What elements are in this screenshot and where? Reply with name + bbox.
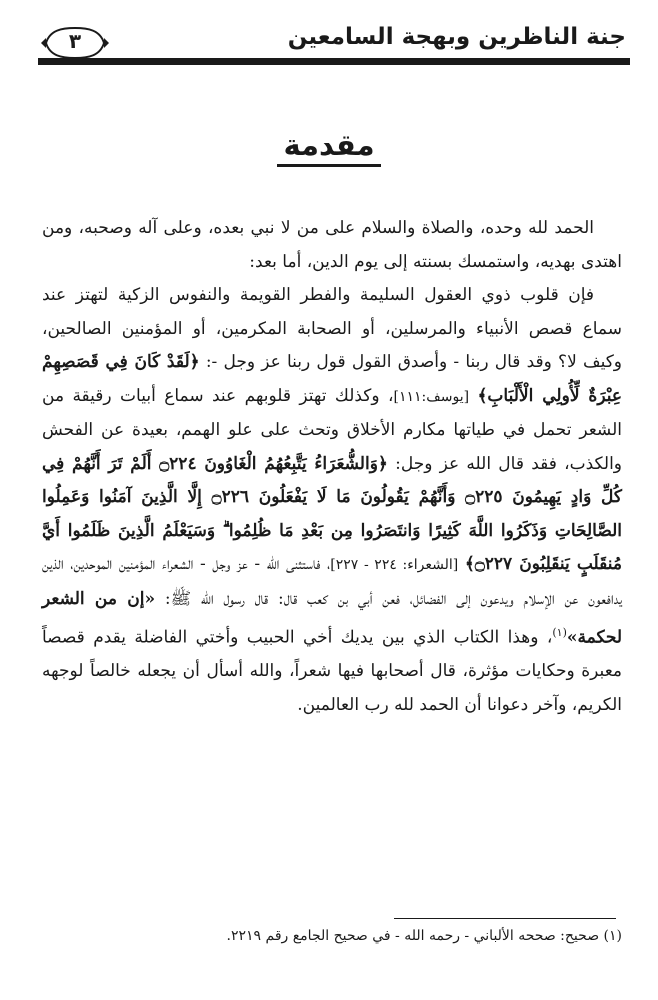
quran-verse-yusuf: ﴿لَقَدْ كَانَ فِي قَصَصِهِمْ عِبْرَةٌ لِّأُولِي الْأَلْبَابِ﴾: [42, 352, 622, 406]
header-rule: [38, 58, 630, 65]
paragraph-tail: ، وهذا الكتاب الذي بين يديك أخي الحبيب وأختي الفاضلة يقدم قصصاً معبرة وحكايات مؤثرة، قال أصحابها فيها شعراً، والله أسأل أن يجعله خالصاً لوجهه الكريم، وآخر دعوانا أن الحمد لله رب العالمين.: [42, 627, 622, 715]
page-header: [30, 22, 630, 70]
running-title: جنة الناظرين وبهجة السامعين: [287, 24, 626, 50]
paragraph-intro: فإن قلوب ذوي العقول السليمة والفطر القويمة والنفوس الزكية لتهتز عند سماع قصص الأنبياء والمرسلين، أو الصحابة المكرمين، أو المؤمنين الصالحين، وكيف لا؟ وقد قال ربنا - وأصدق القول قول ربنا عز وجل -:: [42, 285, 623, 372]
footnote: (١) صحيح: صححه الألباني - رحمه الله - في صحيح الجامع رقم ٢٢١٩.: [226, 928, 622, 944]
paragraph-opening: الحمد لله وحده، والصلاة والسلام على من لا نبي بعده، وعلى آله وصحبه، ومن اهتدى بهديه، واستمسك بسنته إلى يوم الدين، أما بعد:: [42, 218, 622, 272]
paragraph-main: [42, 279, 622, 722]
footnote-rule: [394, 918, 616, 919]
footnote-marker: (١): [552, 626, 567, 639]
verse-reference-yusuf: [يوسف:١١١]: [393, 388, 470, 405]
chapter-title-text: مقدمة: [277, 128, 380, 167]
paragraph-end: ، فاستثنى الله - عز وجل - الشعراء المؤمنين الموحدين، الذين يدافعون عن الإسلام ويدعون إلى الفضائل، فعن أبي بن كعب قال: قال رسول الله ﷺ:: [42, 554, 623, 609]
body-text: [42, 212, 622, 722]
verse-reference-shuara: [الشعراء: ٢٢٤ - ٢٢٧]: [330, 557, 459, 573]
quran-verse-shuara: ﴿وَالشُّعَرَاءُ يَتَّبِعُهُمُ الْغَاوُونَ ۝٢٢٤ أَلَمْ تَرَ أَنَّهُمْ فِي كُلِّ وَادٍ يَهِيمُونَ ۝٢٢٥ وَأَنَّهُمْ يَقُولُونَ مَا لَا يَفْعَلُونَ ۝٢٢٦ إِلَّا الَّذِينَ آمَنُوا وَعَمِلُوا الصَّالِحَاتِ وَذَكَرُوا اللَّهَ كَثِيرًا وَانتَصَرُوا مِن بَعْدِ مَا ظُلِمُوا ۗ وَسَيَعْلَمُ الَّذِينَ ظَلَمُوا أَيَّ مُنقَلَبٍ يَنقَلِبُونَ ۝٢٢٧﴾: [42, 453, 622, 574]
hadith-quote: «إن من الشعر لحكمة»: [42, 588, 622, 648]
chapter-title: [0, 128, 658, 167]
page-number: ٣: [68, 29, 82, 53]
page-number-badge: [40, 26, 110, 60]
paragraph-middle: ، وكذلك تهتز قلوبهم عند سماع أبيات رقيقة من الشعر تحمل في طياتها مكارم الأخلاق وتحث على علو الهمم، بعيدة عن الفحش والكذب، فقد قال الله عز وجل:: [42, 385, 622, 474]
